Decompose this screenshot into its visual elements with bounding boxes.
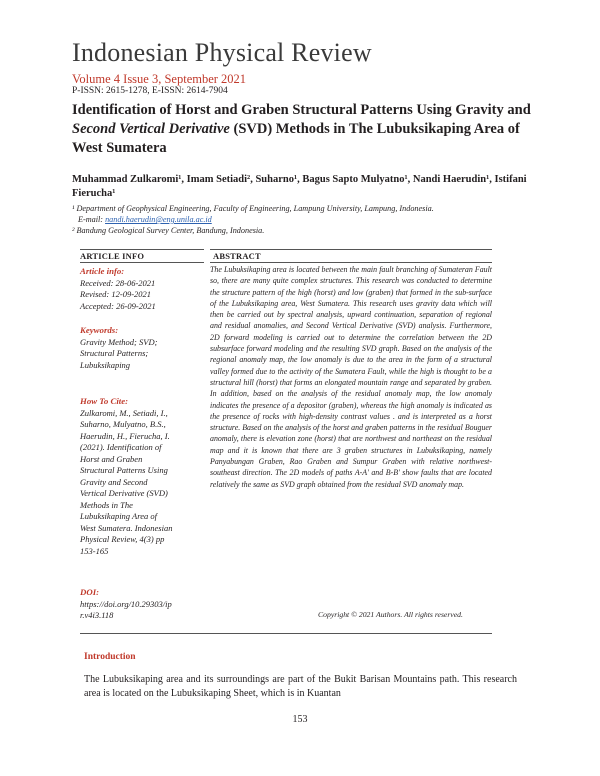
paper-title bbox=[72, 101, 542, 158]
affiliation-2: ² Bandung Geological Survey Center, Bandung, Indonesia. bbox=[72, 226, 265, 235]
journal-title: Indonesian Physical Review bbox=[72, 38, 372, 67]
introduction-heading: Introduction bbox=[84, 652, 136, 662]
keyword-line: Gravity Method; SVD; bbox=[80, 336, 158, 347]
email-line bbox=[78, 214, 548, 225]
abstract-heading: ABSTRACT bbox=[213, 251, 261, 261]
introduction-text: The Lubuksikaping area and its surroundings are part of the Bukit Barisan Mountains path. This research area is located on the Lubuksikaping Sheet, which is in Kuantan bbox=[84, 674, 517, 699]
article-info-block bbox=[80, 266, 204, 312]
doi-link[interactable]: https://doi.org/10.29303/ip bbox=[80, 598, 172, 609]
copyright-notice: Copyright © 2021 Authors. All rights reserved. bbox=[318, 610, 463, 619]
doi-block bbox=[80, 587, 204, 622]
how-to-cite-block bbox=[80, 396, 204, 557]
cite-line: Suharno, Mulyatno, B.S., bbox=[80, 419, 166, 429]
doi-label: DOI: bbox=[80, 587, 100, 597]
article-info-label: Article info: bbox=[80, 266, 125, 276]
authors: Muhammad Zulkaromi¹, Imam Setiadi², Suharno¹, Bagus Sapto Mulyatno¹, Nandi Haerudin¹, Istifani Fierucha¹ bbox=[72, 174, 527, 199]
article-info-bottom-rule bbox=[80, 262, 204, 263]
email-link[interactable]: nandi.haerudin@eng.unila.ac.id bbox=[105, 215, 212, 224]
section-divider bbox=[80, 633, 492, 634]
journal-issn: P-ISSN: 2615-1278, E-ISSN: 2614-7904 bbox=[72, 86, 228, 96]
page-number: 153 bbox=[292, 714, 308, 725]
cite-line: Methods in The bbox=[80, 499, 133, 510]
received-date: Received: 28-06-2021 bbox=[80, 277, 156, 288]
abstract-top-rule bbox=[210, 249, 492, 250]
cite-line: Horst and Graben bbox=[80, 453, 143, 464]
cite-line: 153-165 bbox=[80, 545, 109, 556]
paper-title-part1: Identification of Horst and Graben Structural Patterns Using Gravity and bbox=[72, 102, 531, 118]
cite-label: How To Cite: bbox=[80, 396, 129, 406]
article-info-heading: ARTICLE INFO bbox=[80, 251, 145, 261]
article-info-top-rule bbox=[80, 249, 204, 250]
cite-line: West Sumatera. Indonesian bbox=[80, 522, 173, 533]
cite-line: Gravity and Second bbox=[80, 476, 148, 487]
keywords-label: Keywords: bbox=[80, 325, 119, 335]
affiliation-1: ¹ Department of Geophysical Engineering, Faculty of Engineering, Lampung University, Lampung, Indonesia. bbox=[72, 204, 434, 213]
cite-line: Physical Review, 4(3) pp bbox=[80, 534, 165, 544]
keyword-line: Lubuksikaping bbox=[80, 359, 131, 370]
keyword-line: Structural Patterns; bbox=[80, 348, 149, 358]
cite-line: Zulkaromi, M., Setiadi, I., bbox=[80, 407, 168, 418]
doi-link-cont[interactable]: r.v4i3.118 bbox=[80, 610, 114, 620]
abstract-bottom-rule bbox=[210, 262, 492, 263]
cite-line: Lubuksikaping Area of bbox=[80, 511, 157, 521]
keywords-block bbox=[80, 325, 204, 371]
accepted-date: Accepted: 26-09-2021 bbox=[80, 300, 156, 311]
cite-line: (2021). Identification of bbox=[80, 442, 162, 452]
paper-title-part2: (SVD) Methods in The Lubuksikaping Area of West Sumatera bbox=[72, 121, 520, 156]
journal-volume: Volume 4 Issue 3, September 2021 bbox=[72, 72, 247, 86]
cite-line: Vertical Derivative (SVD) bbox=[80, 488, 168, 498]
revised-date: Revised: 12-09-2021 bbox=[80, 289, 152, 299]
paper-title-italic: Second Vertical Derivative bbox=[72, 121, 230, 137]
cite-line: Structural Patterns Using bbox=[80, 465, 168, 475]
cite-line: Haerudin, H., Fierucha, I. bbox=[80, 430, 170, 441]
abstract-text: The Lubuksikaping area is located between the main fault branching of Sumateran Fault so, there are many quite complex structures. This research was conducted to determine the structure pattern of the high (horst) and low (graben) that formed in the sub-surface of the Lubuksikaping area, West Sumatera. This research uses gravity data which will then be carried out by spectral analysis, upward continuation, separation of regional and residual anomalies, and Second Vertical Derivative (SVD) analysis. Furthermore, 2D forward modeling is carried out to determine the correlation between the 2D subsurface forward modeling and the resulting SVD graph. Based on the analysis of the regional anomaly map, the low anomaly is due to the area in the form of a structural valley formed due to the activity of the Sumatera Fault, while the high is thought to be a structural hill (horst) that forms an elongated mountain range and separated by graben. In addition, based on the analysis of the residual anomaly map, the low anomaly indicates the presence of a depositor (graben), whereas the high anomaly is indicated as the presence of rocks with high-density contrast values . and is interpreted as a horst structure. Based on the analysis of the horst and graben patterns in the residual Bouguer anomaly, there is elevation zone (horst) that are northwest and northeast on the residual map and it is known that there are 3 graben structures in Lubuksikaping, namely Panyabungan Graben, Rao Graben and Sumpur Graben with relative northwest-southeast direction. The 2D models of paths A-A' and B-B' show faults that are located relatively the same as SVD graph obtained from the residual SVD anomaly map. bbox=[210, 265, 492, 489]
email-label: E-mail: bbox=[78, 215, 106, 224]
